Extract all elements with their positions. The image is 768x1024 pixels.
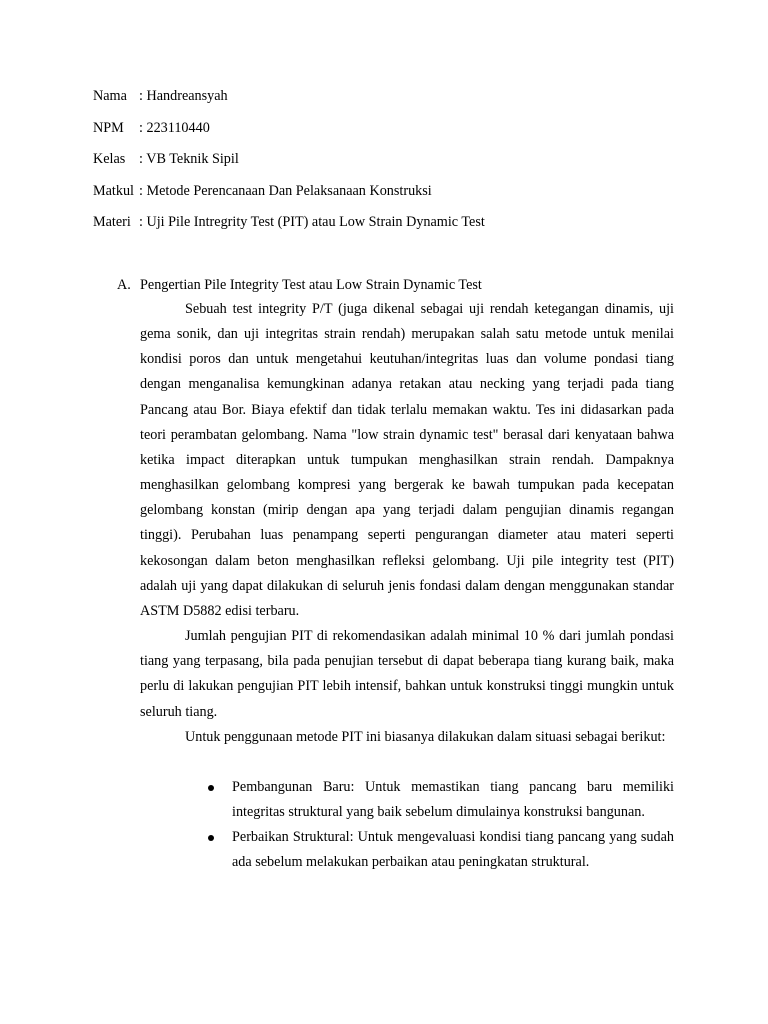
meta-label: NPM: [93, 120, 124, 136]
bullet-icon: [208, 785, 214, 791]
meta-value: : 223110440: [139, 120, 210, 136]
meta-value: : VB Teknik Sipil: [139, 151, 239, 167]
meta-label: Nama: [93, 88, 127, 104]
bullet-list: [140, 775, 674, 876]
meta-label: Kelas: [93, 151, 126, 167]
section-heading: [117, 276, 482, 294]
section-title: Pengertian Pile Integrity Test atau Low Strain Dynamic Test: [140, 277, 482, 293]
paragraph: Sebuah test integrity P/T (juga dikenal sebagai uji rendah ketegangan dinamis, uji gema sonik, dan uji integritas strain rendah) merupakan salah satu metode untuk menilai kondisi poros dan untuk mengetahui keutuhan/integritas luas dan volume pondasi tiang dengan menganalisa kemungkinan adanya retakan atau necking yang terjadi pada tiang Pancang atau Bor. Biaya efektif dan tidak terlalu memakan waktu. Tes ini didasarkan pada teori perambatan gelombang. Nama "low strain dynamic test" berasal dari kenyataan bahwa ketika impact diterapkan untuk tumpukan menghasilkan strain rendah. Dampaknya menghasilkan gelombang kompresi yang bergerak ke bawah tumpukan pada kecepatan gelombang konstan (mirip dengan apa yang terjadi dalam pengujian dinamis regangan tinggi). Perubahan luas penampang seperti pengurangan diameter atau materi seperti kekosongan dalam beton menghasilkan refleksi gelombang. Uji pile integrity test (PIT) adalah uji yang dapat dilakukan di seluruh jenis fondasi dalam dengan menggunakan standar ASTM D5882 edisi terbaru.: [140, 301, 674, 619]
list-item: [140, 825, 674, 875]
meta-row-npm: [93, 119, 210, 137]
section-body: [140, 297, 674, 750]
list-item: [140, 775, 674, 825]
meta-label: Matkul: [93, 183, 134, 199]
meta-value: : Uji Pile Intregrity Test (PIT) atau Low Strain Dynamic Test: [139, 214, 485, 230]
meta-value: : Metode Perencanaan Dan Pelaksanaan Konstruksi: [139, 183, 432, 199]
list-item-text: Pembangunan Baru: Untuk memastikan tiang pancang baru memiliki integritas struktural yang baik sebelum dimulainya konstruksi bangunan.: [232, 779, 674, 821]
meta-row-matkul: [93, 182, 432, 200]
section-letter: A.: [117, 277, 131, 293]
bullet-icon: [208, 835, 214, 841]
paragraph: Untuk penggunaan metode PIT ini biasanya dilakukan dalam situasi sebagai berikut:: [185, 728, 666, 745]
meta-value: : Handreansyah: [139, 88, 228, 104]
meta-row-nama: [93, 87, 228, 105]
meta-label: Materi: [93, 214, 131, 230]
list-item-text: Perbaikan Struktural: Untuk mengevaluasi kondisi tiang pancang yang sudah ada sebelum melakukan perbaikan atau peningkatan struktural.: [232, 829, 674, 871]
meta-row-kelas: [93, 150, 239, 168]
paragraph: Jumlah pengujian PIT di rekomendasikan adalah minimal 10 % dari jumlah pondasi tiang yang terpasang, bila pada penujian tersebut di dapat beberapa tiang kurang baik, maka perlu di lakukan pengujian PIT lebih intensif, bahkan untuk konstruksi tinggi mungkin untuk seluruh tiang.: [140, 628, 674, 720]
meta-row-materi: [93, 213, 485, 231]
